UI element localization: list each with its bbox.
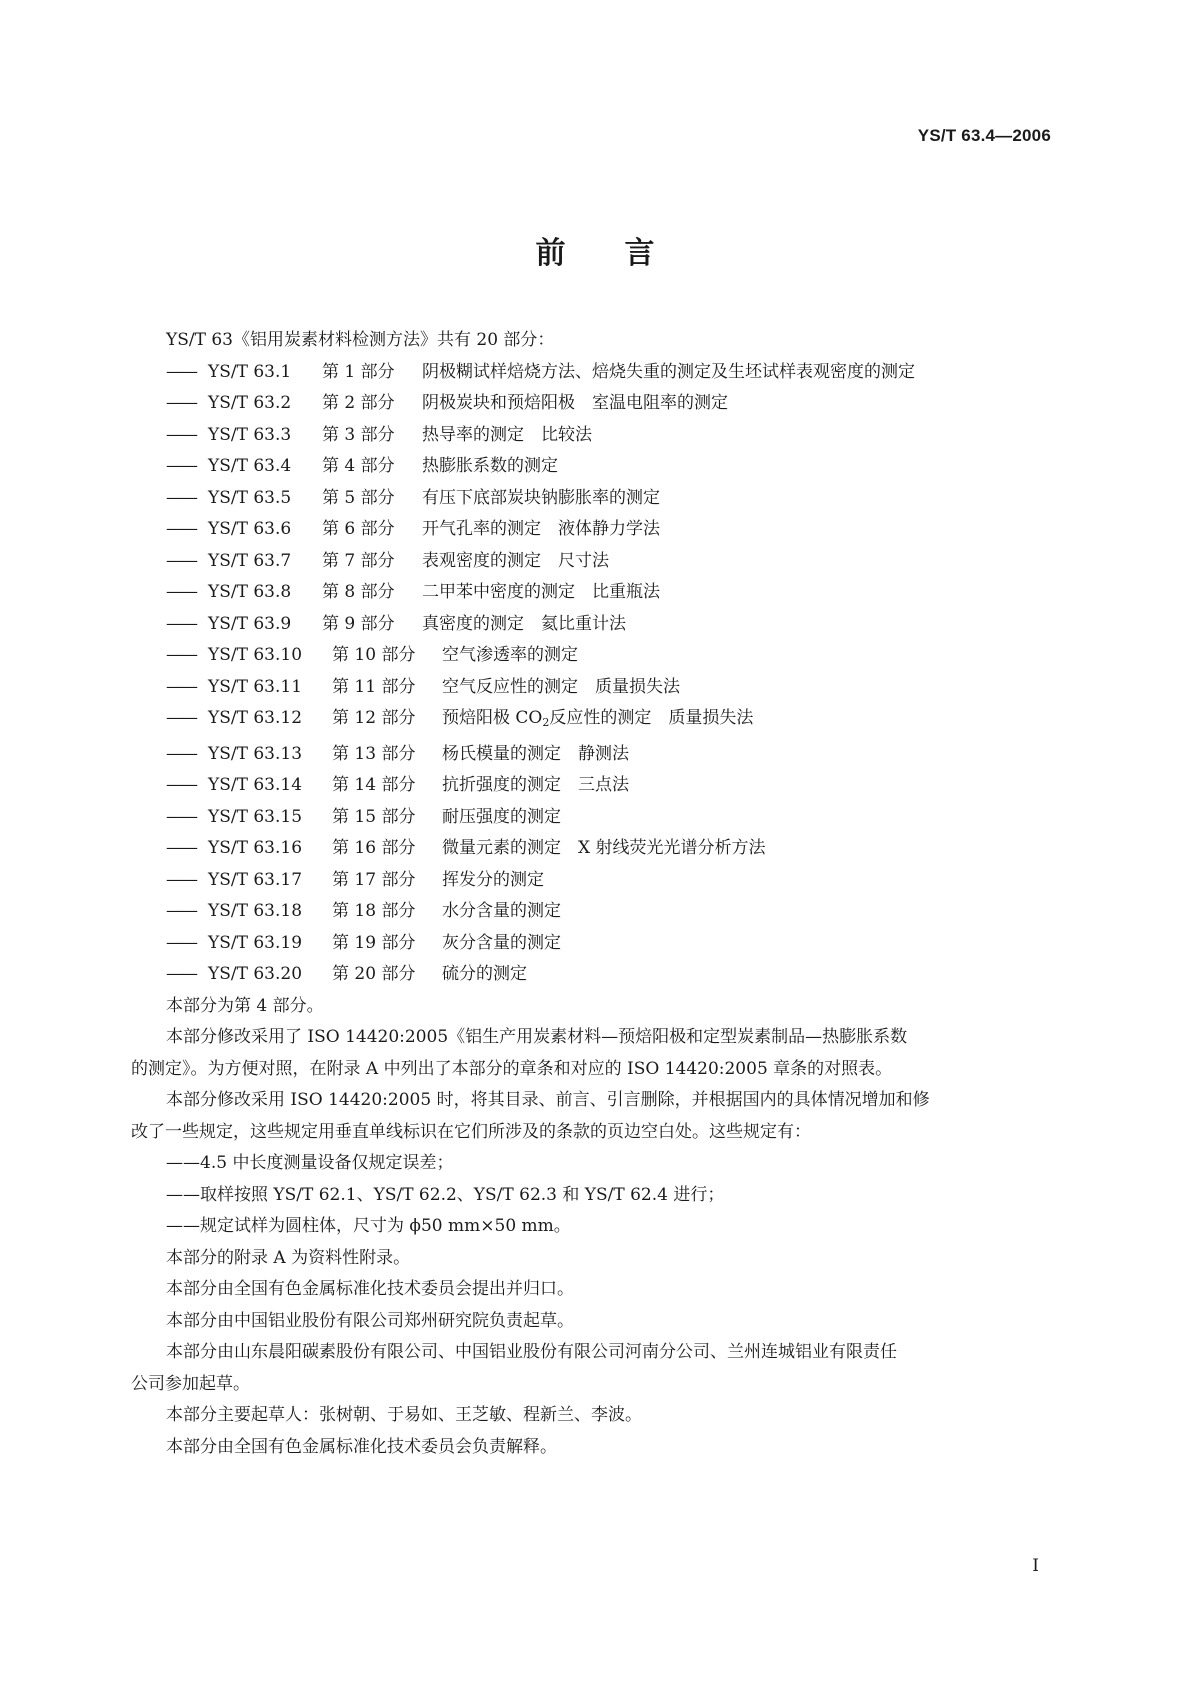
part-list-item bbox=[166, 865, 1056, 897]
part-list-item bbox=[166, 959, 1056, 991]
part-code: YS/T 63.10 bbox=[208, 645, 303, 665]
paragraph-appendix: 本部分的附录 A 为资料性附录。 bbox=[166, 1247, 411, 1268]
part-number: 第 16 部分 bbox=[332, 838, 416, 858]
part-number: 第 14 部分 bbox=[332, 775, 416, 795]
part-number: 第 12 部分 bbox=[332, 708, 416, 728]
modification-item-2: ——取样按照 YS/T 62.1、YS/T 62.2、YS/T 62.3 和 YS/T 62.4 进行； bbox=[166, 1184, 725, 1205]
part-number: 第 15 部分 bbox=[332, 806, 416, 827]
part-dash: —— bbox=[166, 708, 196, 728]
part-dash: —— bbox=[166, 519, 196, 539]
part-code: YS/T 63.1 bbox=[208, 361, 292, 382]
part-dash: —— bbox=[166, 932, 196, 953]
intro-line: YS/T 63《铝用炭素材料检测方法》共有 20 部分： bbox=[166, 330, 555, 350]
part-name: 空气反应性的测定 质量损失法 bbox=[442, 676, 680, 697]
title-char-1: 前 bbox=[535, 236, 567, 271]
part-dash: —— bbox=[166, 456, 196, 476]
part-number: 第 3 部分 bbox=[322, 424, 395, 445]
part-list-item bbox=[166, 896, 1056, 928]
part-list-item bbox=[166, 514, 1056, 546]
part-name: 硫分的测定 bbox=[442, 964, 527, 984]
page-number: I bbox=[1032, 1556, 1039, 1576]
part-name bbox=[442, 703, 753, 739]
part-number: 第 2 部分 bbox=[322, 393, 395, 413]
paragraph-modifications-line2: 改了一些规定，这些规定用垂直单线标识在它们所涉及的条款的页边空白处。这些规定有： bbox=[131, 1121, 811, 1142]
part-number: 第 4 部分 bbox=[322, 456, 395, 476]
part-list-item bbox=[166, 833, 1056, 865]
part-name: 微量元素的测定 X 射线荧光光谱分析方法 bbox=[442, 838, 766, 858]
part-dash: —— bbox=[166, 582, 196, 602]
part-code: YS/T 63.19 bbox=[208, 932, 303, 953]
part-name: 开气孔率的测定 液体静力学法 bbox=[422, 519, 660, 539]
modification-item-1: ——4.5 中长度测量设备仅规定误差； bbox=[166, 1153, 454, 1173]
part-number: 第 19 部分 bbox=[332, 932, 416, 953]
paragraph-adoption-line1: 本部分修改采用了 ISO 14420:2005《铝生产用炭素材料—预焙阳极和定型炭素制品—热膨胀系数 bbox=[166, 1027, 908, 1047]
part-name: 杨氏模量的测定 静测法 bbox=[442, 743, 629, 764]
part-code: YS/T 63.13 bbox=[208, 743, 303, 764]
part-code: YS/T 63.15 bbox=[208, 806, 303, 827]
part-list-item bbox=[166, 802, 1056, 834]
part-name: 空气渗透率的测定 bbox=[442, 645, 578, 665]
part-code: YS/T 63.16 bbox=[208, 838, 303, 858]
part-number: 第 17 部分 bbox=[332, 869, 416, 890]
part-list-item bbox=[166, 609, 1056, 641]
part-number: 第 10 部分 bbox=[332, 645, 416, 665]
part-name: 水分含量的测定 bbox=[442, 901, 561, 921]
part-list-item bbox=[166, 640, 1056, 672]
part-code: YS/T 63.7 bbox=[208, 550, 292, 571]
paragraph-participants-line2: 公司参加起草。 bbox=[131, 1373, 250, 1394]
part-dash: —— bbox=[166, 964, 196, 984]
part-code: YS/T 63.2 bbox=[208, 393, 292, 413]
paragraph-drafter: 本部分由中国铝业股份有限公司郑州研究院负责起草。 bbox=[166, 1310, 574, 1331]
paragraph-interpretation: 本部分由全国有色金属标准化技术委员会负责解释。 bbox=[166, 1436, 557, 1457]
part-list-item bbox=[166, 483, 1056, 515]
part-name: 真密度的测定 氦比重计法 bbox=[422, 613, 626, 634]
page-title bbox=[0, 228, 1191, 272]
part-code: YS/T 63.18 bbox=[208, 901, 303, 921]
part-list-item bbox=[166, 672, 1056, 704]
part-name-pre: 预焙阳极 CO bbox=[442, 708, 543, 728]
part-code: YS/T 63.6 bbox=[208, 519, 292, 539]
part-dash: —— bbox=[166, 361, 196, 382]
part-number: 第 18 部分 bbox=[332, 901, 416, 921]
part-number: 第 7 部分 bbox=[322, 550, 395, 571]
part-dash: —— bbox=[166, 550, 196, 571]
part-name: 热膨胀系数的测定 bbox=[422, 456, 558, 476]
part-list-item bbox=[166, 577, 1056, 609]
part-name: 挥发分的测定 bbox=[442, 869, 544, 890]
standard-code: YS/T 63.4—2006 bbox=[917, 126, 1051, 145]
title-char-2: 言 bbox=[624, 236, 656, 271]
part-name: 抗折强度的测定 三点法 bbox=[442, 775, 629, 795]
paragraph-authors: 本部分主要起草人：张树朝、于易如、王芝敏、程新兰、李波。 bbox=[166, 1405, 642, 1425]
part-name-post: 反应性的测定 质量损失法 bbox=[549, 708, 754, 728]
part-list-item bbox=[166, 357, 1056, 389]
parts-list bbox=[166, 357, 1056, 991]
part-name: 表观密度的测定 尺寸法 bbox=[422, 550, 609, 571]
part-dash: —— bbox=[166, 806, 196, 827]
part-name: 耐压强度的测定 bbox=[442, 806, 561, 827]
part-dash: —— bbox=[166, 775, 196, 795]
part-name: 阴极炭块和预焙阳极 室温电阻率的测定 bbox=[422, 393, 728, 413]
part-number: 第 6 部分 bbox=[322, 519, 395, 539]
part-number: 第 11 部分 bbox=[332, 676, 416, 697]
part-name-subscript: 2 bbox=[542, 716, 550, 729]
part-dash: —— bbox=[166, 901, 196, 921]
part-list-item bbox=[166, 420, 1056, 452]
paragraph-adoption bbox=[131, 1022, 1056, 1085]
part-dash: —— bbox=[166, 676, 196, 697]
part-number: 第 8 部分 bbox=[322, 582, 395, 602]
part-code: YS/T 63.11 bbox=[208, 676, 303, 697]
paragraph-adoption-line2: 的测定》。为方便对照，在附录 A 中列出了本部分的章条和对应的 ISO 14420:2005 章条的对照表。 bbox=[131, 1058, 893, 1079]
part-code: YS/T 63.17 bbox=[208, 869, 303, 890]
part-list-item bbox=[166, 703, 1056, 739]
modification-item-3: ——规定试样为圆柱体，尺寸为 ϕ50 mm×50 mm。 bbox=[166, 1216, 571, 1236]
paragraph-participants-line1: 本部分由山东晨阳碳素股份有限公司、中国铝业股份有限公司河南分公司、兰州连城铝业有限责任 bbox=[166, 1342, 897, 1362]
part-dash: —— bbox=[166, 838, 196, 858]
part-dash: —— bbox=[166, 869, 196, 890]
part-number: 第 5 部分 bbox=[322, 487, 395, 508]
part-code: YS/T 63.8 bbox=[208, 582, 292, 602]
part-code: YS/T 63.12 bbox=[208, 708, 303, 728]
part-code: YS/T 63.3 bbox=[208, 424, 292, 445]
part-number: 第 1 部分 bbox=[322, 361, 395, 382]
part-name: 热导率的测定 比较法 bbox=[422, 424, 592, 445]
part-list-item bbox=[166, 739, 1056, 771]
part-dash: —— bbox=[166, 424, 196, 445]
paragraph-part-number: 本部分为第 4 部分。 bbox=[166, 995, 324, 1016]
part-number: 第 9 部分 bbox=[322, 613, 395, 634]
part-code: YS/T 63.14 bbox=[208, 775, 303, 795]
part-list-item bbox=[166, 928, 1056, 960]
part-number: 第 20 部分 bbox=[332, 964, 416, 984]
paragraph-participants bbox=[131, 1337, 1056, 1400]
part-list-item bbox=[166, 770, 1056, 802]
part-name: 阴极糊试样焙烧方法、焙烧失重的测定及生坯试样表观密度的测定 bbox=[422, 361, 915, 382]
part-dash: —— bbox=[166, 743, 196, 764]
paragraph-modifications-line1: 本部分修改采用 ISO 14420:2005 时，将其目录、前言、引言删除，并根据国内的具体情况增加和修 bbox=[166, 1090, 930, 1110]
part-code: YS/T 63.9 bbox=[208, 613, 292, 634]
part-dash: —— bbox=[166, 613, 196, 634]
paragraph-proposer: 本部分由全国有色金属标准化技术委员会提出并归口。 bbox=[166, 1279, 574, 1299]
part-name: 有压下底部炭块钠膨胀率的测定 bbox=[422, 487, 660, 508]
part-dash: —— bbox=[166, 487, 196, 508]
part-code: YS/T 63.20 bbox=[208, 964, 303, 984]
part-list-item bbox=[166, 451, 1056, 483]
part-dash: —— bbox=[166, 393, 196, 413]
paragraph-modifications bbox=[131, 1085, 1056, 1148]
preface-body bbox=[131, 325, 1056, 1463]
part-list-item bbox=[166, 388, 1056, 420]
part-code: YS/T 63.4 bbox=[208, 456, 292, 476]
part-name: 二甲苯中密度的测定 比重瓶法 bbox=[422, 582, 660, 602]
part-list-item bbox=[166, 546, 1056, 578]
part-name: 灰分含量的测定 bbox=[442, 932, 561, 953]
part-dash: —— bbox=[166, 645, 196, 665]
part-number: 第 13 部分 bbox=[332, 743, 416, 764]
part-code: YS/T 63.5 bbox=[208, 487, 292, 508]
